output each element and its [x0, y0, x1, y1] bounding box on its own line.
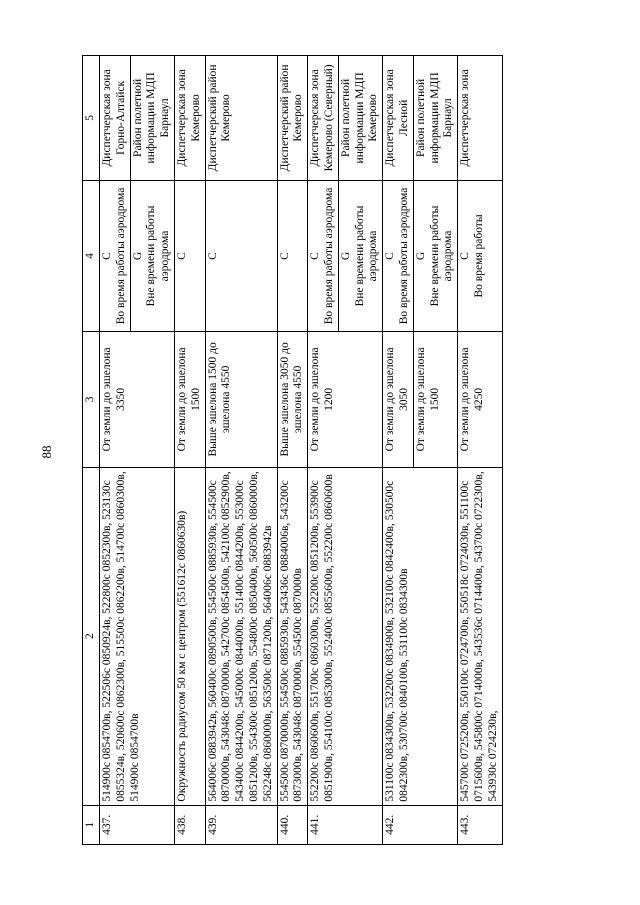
- row-number: 437.: [100, 805, 175, 844]
- airspace-class: С: [384, 252, 397, 260]
- operating-time: Во время работы аэродрома: [322, 187, 335, 325]
- row-number: 441.: [308, 805, 383, 844]
- row-number: 442.: [383, 805, 458, 844]
- class-time-cell: [100, 180, 131, 331]
- zone-cell: Диспетчерская зона Кемерово (Северный): [308, 56, 339, 181]
- zone-cell: Диспетчерская зона Кемерово: [174, 56, 205, 181]
- airspace-class: С: [175, 252, 188, 260]
- airspace-table: [82, 55, 503, 845]
- zone-cell: Диспетчерская зона Лесной: [383, 56, 414, 181]
- coordinates-cell: Окружность радиусом 50 км с центром (551612с 0860630в): [174, 467, 205, 805]
- operating-time: Вне времени работы аэродрома: [145, 205, 172, 307]
- class-time-cell: [383, 180, 414, 331]
- operating-time: Вне времени работы аэродрома: [353, 205, 380, 307]
- header-col-1: 1: [83, 805, 100, 844]
- zone-cell: Диспетчерская зона Горно-Алтайск: [100, 56, 131, 181]
- class-time-cell: [277, 180, 308, 331]
- class-time-cell: [413, 180, 457, 331]
- airspace-class: С: [459, 252, 472, 260]
- height-cell: Выше эшелона 3050 до эшелона 4550: [277, 332, 308, 467]
- header-col-5: 5: [83, 56, 100, 181]
- airspace-class: С: [101, 252, 113, 260]
- row-number: 440.: [277, 805, 308, 844]
- row-number: 438.: [174, 805, 205, 844]
- header-row: [83, 56, 100, 845]
- class-time-cell: [130, 180, 174, 331]
- table-row: [205, 56, 277, 845]
- header-col-3: 3: [83, 332, 100, 467]
- row-number: 443.: [458, 805, 502, 844]
- height-cell: От земли до эшелона 1500: [174, 332, 205, 467]
- operating-time: Во время работы аэродрома: [397, 187, 410, 325]
- height-cell: От земли до эшелона 1200: [308, 332, 383, 467]
- height-cell: От земли до эшелона 3350: [100, 332, 175, 467]
- coordinates-cell: 531100с 0834300в, 532200с 0834900в, 532100с 0842400в, 530500с 0842300в, 530700с 0840100в, 531100с 0834300в: [383, 467, 458, 805]
- coordinates-cell: 554500с 0870000в, 554500с 0885930в, 543436с 0884006в, 543200с 0873000в, 543048с 0870000в, 554500с 0870000в: [277, 467, 308, 805]
- class-time-cell: [338, 180, 382, 331]
- height-cell: Выше эшелона 1500 до эшелона 4550: [205, 332, 277, 467]
- airspace-class: С: [278, 252, 291, 260]
- airspace-class: G: [131, 251, 144, 261]
- table-row: [100, 56, 131, 845]
- zone-cell: Район полетной информации МДП Кемерово: [338, 56, 382, 181]
- header-col-2: 2: [83, 467, 100, 805]
- class-time-cell: [458, 180, 502, 331]
- zone-cell: Диспетчерская зона: [458, 56, 502, 181]
- table-row: [174, 56, 205, 845]
- class-time-cell: [174, 180, 205, 331]
- airspace-class: G: [339, 251, 352, 261]
- zone-cell: Диспетчерский район Кемерово: [205, 56, 277, 181]
- height-cell: От земли до эшелона 1500: [413, 332, 457, 467]
- row-number: 439.: [205, 805, 277, 844]
- operating-time: Во время работы: [472, 214, 485, 298]
- class-time-cell: [308, 180, 339, 331]
- page-number: 88: [39, 445, 54, 459]
- coordinates-cell: 514900с 0854700в, 522506с 0850924в, 522800с 0852300в, 523130с 0855324в, 520600с 0862300в, 515500с 0862200в, 514700с 0860300в, 514900с 0854700в: [100, 467, 175, 805]
- coordinates-cell: 545700с 0725200в, 550100с 0724700в, 550518с 0724030в, 551100с 0715600в, 545800с 0714000в, 543536с 0714400в, 543700с 0722300в, 543930с 0724230в,: [458, 467, 502, 805]
- zone-cell: Район полетной информации МДП Барнаул: [413, 56, 457, 181]
- table-row: [277, 56, 308, 845]
- zone-cell: Диспетчерский район Кемерово: [277, 56, 308, 181]
- airspace-class: G: [414, 251, 427, 261]
- height-cell: От земли до эшелона 3050: [383, 332, 414, 467]
- coordinates-cell: 564006с 0883942в, 560400с 0890500в, 554500с 0885930в, 554500с 0870000в, 543048с 0870000в, 542700с 0854500в, 542100с 0852900в, 543400с 0844200в, 545000с 0844000в, 551400с 0844200в, 553000с 0851200в, 554300с 0851200в, 554800с 0850400в, 560500с 0860000в, 562248с 0860000в, 563500с 0871200в, 564006с 0883942в: [205, 467, 277, 805]
- class-time-cell: [205, 180, 277, 331]
- header-col-4: 4: [83, 180, 100, 331]
- coordinates-cell: 552200с 0860600в, 551700с 0860300в, 552200с 0851200в, 553900с 0851900в, 554100с 0853000в, 552400с 0855600в, 552200с 0860600в: [308, 467, 383, 805]
- operating-time: Вне времени работы аэродрома: [428, 205, 455, 307]
- airspace-class: С: [206, 252, 219, 260]
- table-row: [458, 56, 502, 845]
- operating-time: Во время работы аэродрома: [114, 187, 127, 325]
- airspace-table-container: [82, 55, 612, 845]
- table-row: [308, 56, 339, 845]
- airspace-class: С: [309, 252, 322, 260]
- height-cell: От земли до эшелона 4250: [458, 332, 502, 467]
- zone-cell: Район полетной информации МДП Барнаул: [130, 56, 174, 181]
- table-row: [383, 56, 414, 845]
